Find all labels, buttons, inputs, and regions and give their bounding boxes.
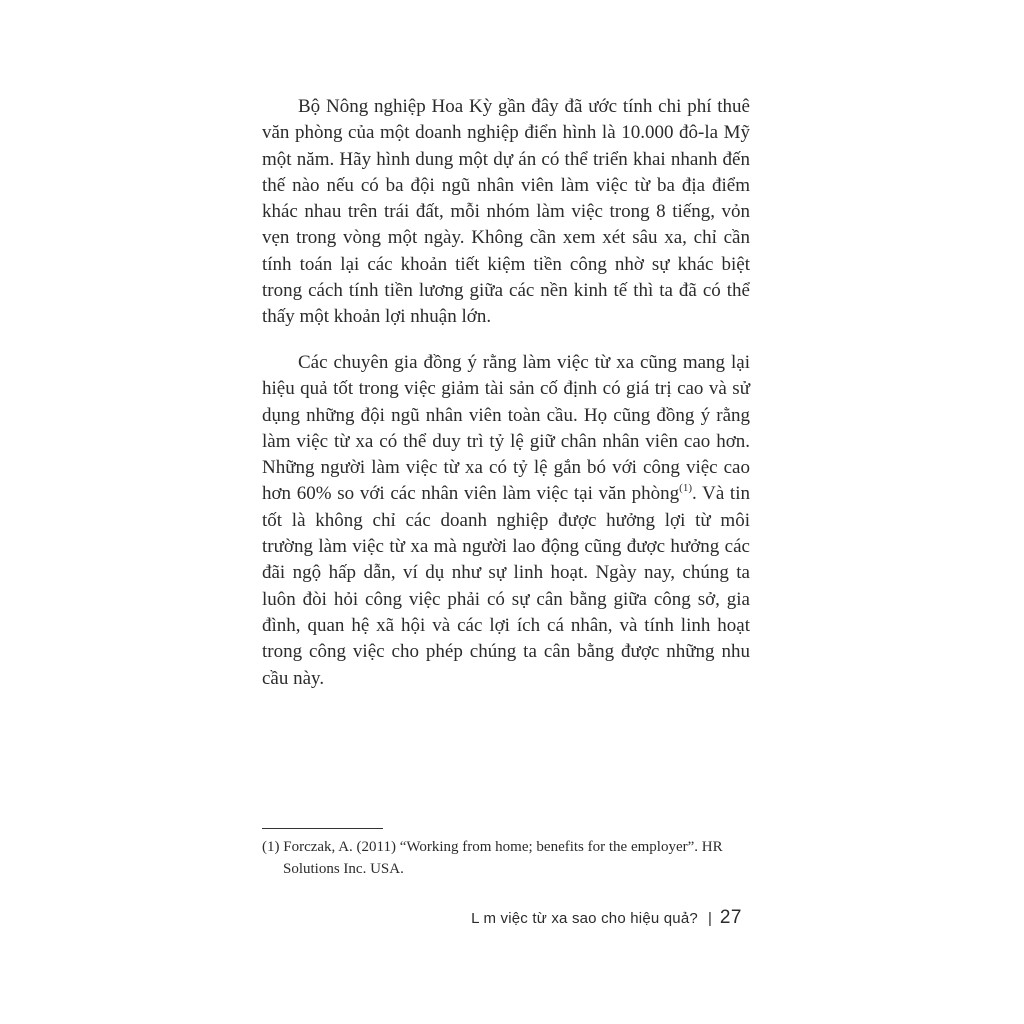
footnote: (1) Forczak, A. (2011) “Working from home; benefits for the employer”. HR Solutions Inc. USA. — [262, 839, 723, 877]
body-paragraph-2 — [262, 350, 750, 692]
footnote-divider — [262, 828, 383, 829]
footnote-reference: (1) — [679, 482, 692, 495]
running-footer-separator: | — [707, 910, 712, 927]
running-footer — [471, 907, 742, 929]
body-paragraph-1: Bộ Nông nghiệp Hoa Kỳ gần đây đã ước tính chi phí thuê văn phòng của một doanh nghiệp điển hình là 10.000 đô-la Mỹ một năm. Hãy hình dung một dự án có thể triển khai nhanh đến thế nào nếu có ba đội ngũ nhân viên làm việc từ ba địa điểm khác nhau trên trái đất, mỗi nhóm làm việc trong 8 tiếng, vỏn vẹn trong vòng một ngày. Không cần xem xét sâu xa, chỉ cần tính toán lại các khoản tiết kiệm tiền công nhờ sự khác biệt trong cách tính tiền lương giữa các nền kinh tế thì ta đã có thể thấy một khoản lợi nhuận lớn. — [262, 96, 750, 328]
running-footer-book-title: L m việc từ xa sao cho hiệu quả? — [471, 910, 698, 927]
page-number: 27 — [719, 907, 742, 928]
paragraph-2-text-b: . Và tin tốt là không chỉ các doanh nghiệp được hưởng lợi từ môi trường làm việc từ xa mà người lao động cũng được hưởng các đãi ngộ hấp dẫn, ví dụ như sự linh hoạt. Ngày nay, chúng ta luôn đòi hỏi công việc phải có sự cân bằng giữa công sở, gia đình, quan hệ xã hội và các lợi ích cá nhân, và tính linh hoạt trong công việc cho phép chúng ta cân bằng được những nhu cầu này. — [262, 483, 750, 689]
paragraph-2-text-a: Các chuyên gia đồng ý rằng làm việc từ xa cũng mang lại hiệu quả tốt trong việc giảm tài sản cố định có giá trị cao và sử dụng những đội ngũ nhân viên toàn cầu. Họ cũng đồng ý rằng làm việc từ xa có thể duy trì tỷ lệ giữ chân nhân viên cao hơn. Những người làm việc từ xa có tỷ lệ gắn bó với công việc cao hơn 60% so với các nhân viên làm việc tại văn phòng — [262, 352, 750, 505]
